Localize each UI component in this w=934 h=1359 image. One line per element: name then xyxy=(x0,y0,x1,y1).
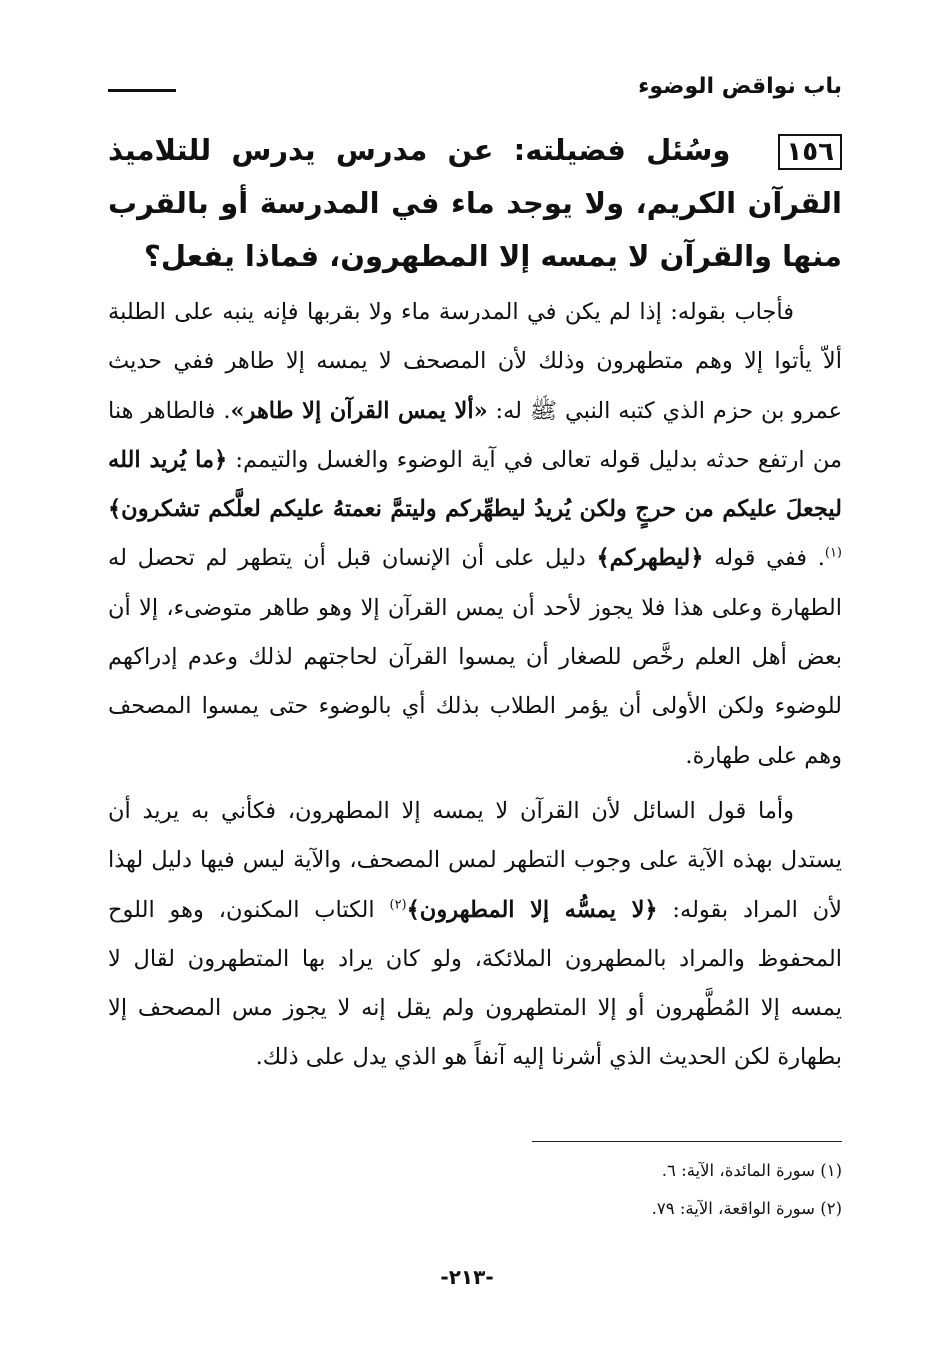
header-rule-short xyxy=(108,89,176,92)
footnote-separator xyxy=(532,1141,842,1142)
answer-body xyxy=(108,288,842,1083)
quran-verse: ﴿ليطهركم﴾ xyxy=(596,545,704,572)
chapter-title: باب نواقض الوضوء xyxy=(626,72,842,102)
page-number: -٢١٣- xyxy=(440,1265,494,1289)
answer-text: الكتاب المكنون، وهو اللوح المحفوظ والمراد بالمطهرون الملائكة، ولو كان يراد بها المتطهرون لقال لا يمسه إلا المُطَّهرون أو إلا المتطهرون ولم يقل إنه لا يجوز مس المصحف إلا بطهارة لكن الحديث الذي أشرنا إليه آنفاً هو الذي يدل على ذلك. xyxy=(108,896,842,1071)
answer-paragraph-2 xyxy=(108,787,842,1083)
hadith-quote: «ألا يمس القرآن إلا طاهر» xyxy=(230,397,488,424)
footnotes xyxy=(450,1152,842,1228)
footnote-marker: (١) xyxy=(824,545,842,561)
quran-verse: ﴿ما يُريد الله ليجعلَ عليكم من حرجٍ ولكن يُريدُ ليطهِّركم وليتمَّ نعمتهُ عليكم لعلَّكم تشكرون﴾ xyxy=(108,446,842,523)
answer-text: وأما قول السائل لأن القرآن لا يمسه إلا المطهرون، فكأني به يريد أن يستدل بهذه الآية على وجوب التطهر لمس المصحف، والآية ليس فيها دليل لهذا لأن المراد بقوله: xyxy=(108,797,843,923)
footnote-marker: (٢) xyxy=(389,897,407,913)
footnote-2: (٢) سورة الواقعة، الآية: ٧٩. xyxy=(651,1199,842,1218)
question-block xyxy=(108,124,842,283)
answer-text: فأجاب بقوله: إذا لم يكن في المدرسة ماء ولا بقربها فإنه ينبه على الطلبة ألاّ يأتوا إلا وهم متطهرون وذلك لأن المصحف لا يمسه إلا طاهر ففي حديث عمرو بن حزم الذي كتبه النبي ﷺ له: xyxy=(108,299,842,424)
answer-text: . ففي قوله xyxy=(703,545,825,572)
answer-text: . فالطاهر هنا من ارتفع حدثه بدليل قوله تعالى في آية الوضوء والغسل والتيمم: xyxy=(108,397,842,473)
running-header xyxy=(100,70,842,110)
quran-verse: ﴿لا يمسُّه إلا المطهرون﴾ xyxy=(406,896,658,923)
question-text: وسُئل فضيلته: عن مدرس يدرس للتلاميذ القرآن الكريم، ولا يوجد ماء في المدرسة أو بالقرب منها والقرآن لا يمسه إلا المطهرون، فماذا يفعل؟ xyxy=(108,133,842,273)
footnote-1: (١) سورة المائدة، الآية: ٦. xyxy=(661,1161,842,1180)
question-number-box: ١٥٦ xyxy=(778,134,842,170)
answer-paragraph-1 xyxy=(108,288,842,781)
answer-text: دليل على أن الإنسان قبل أن يتطهر لم تحصل له الطهارة وعلى هذا فلا يجوز لأحد أن يمس القرآن إلا وهو طاهر متوضىء، إلا أن بعض أهل العلم رخَّص للصغار أن يمسوا القرآن لحاجتهم لذلك وعدم إدراكهم للوضوء ولكن الأولى أن يؤمر الطلاب بذلك أي بالوضوء حتى يمسوا المصحف وهم على طهارة. xyxy=(108,545,842,769)
